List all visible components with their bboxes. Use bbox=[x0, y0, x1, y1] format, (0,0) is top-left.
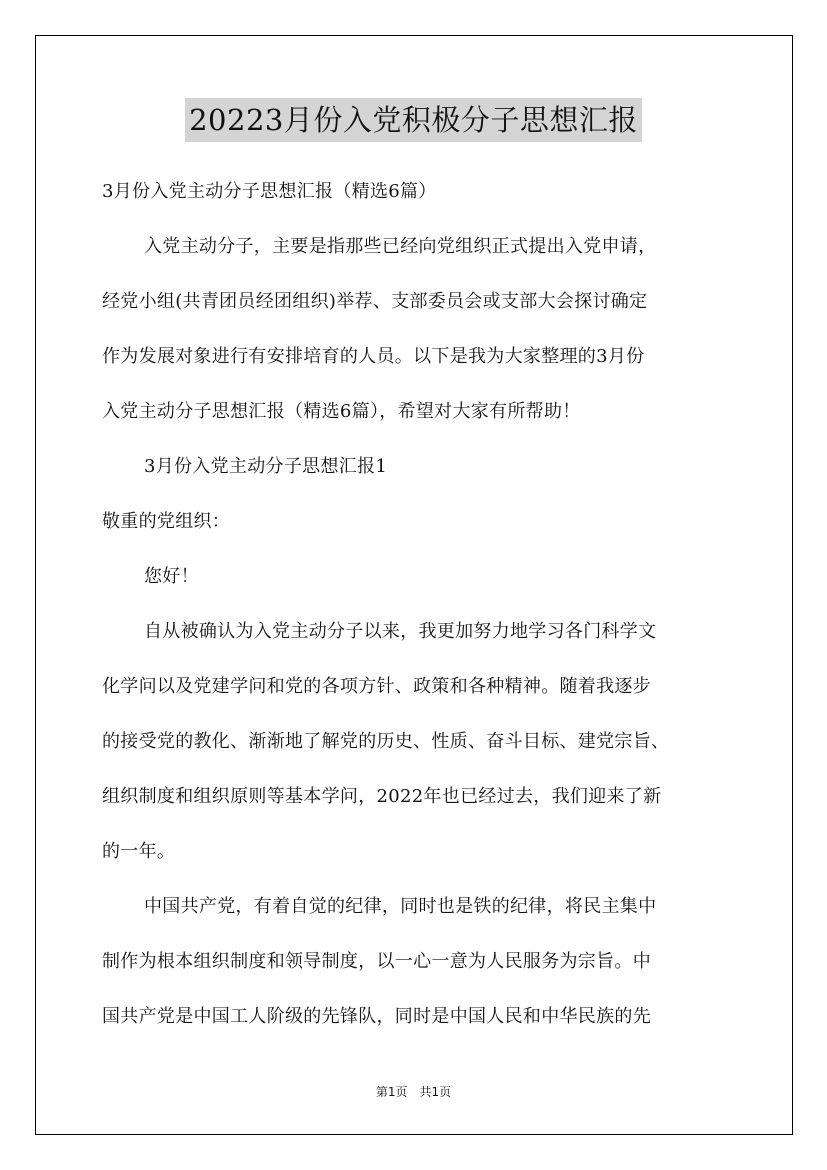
page-number-label: 第1页 共1页 bbox=[375, 1085, 452, 1099]
paragraph-line: 组织制度和组织原则等基本学问，2022年也已经过去，我们迎来了新 bbox=[102, 786, 662, 807]
document-body bbox=[102, 164, 742, 1044]
greeting: 您好！ bbox=[144, 566, 199, 587]
subtitle: 3月份入党主动分子思想汇报（精选6篇） bbox=[102, 181, 437, 202]
section-heading: 3月份入党主动分子思想汇报1 bbox=[144, 456, 388, 477]
intro-line: 入党主动分子，主要是指那些已经向党组织正式提出入党申请， bbox=[144, 236, 657, 257]
paragraph-line: 的一年。 bbox=[102, 841, 176, 862]
paragraph-line: 的接受党的教化、渐渐地了解党的历史、性质、奋斗目标、建党宗旨、 bbox=[102, 731, 670, 752]
intro-line: 入党主动分子思想汇报（精选6篇），希望对大家有所帮助！ bbox=[102, 401, 581, 422]
page-footer bbox=[0, 1083, 827, 1100]
title-wrap bbox=[0, 98, 827, 142]
intro-line: 经党小组(共青团员经团组织)举荐、支部委员会或支部大会探讨确定 bbox=[102, 291, 648, 312]
paragraph-line: 中国共产党，有着自觉的纪律，同时也是铁的纪律，将民主集中 bbox=[144, 896, 657, 917]
document-title: 20223月份入党积极分子思想汇报 bbox=[185, 98, 642, 142]
salutation: 敬重的党组织： bbox=[102, 511, 231, 532]
intro-line: 作为发展对象进行有安排培育的人员。以下是我为大家整理的3月份 bbox=[102, 346, 645, 367]
paragraph-line: 制作为根本组织制度和领导制度，以一心一意为人民服务为宗旨。中 bbox=[102, 951, 651, 972]
paragraph-line: 国共产党是中国工人阶级的先锋队，同时是中国人民和中华民族的先 bbox=[102, 1006, 651, 1027]
paragraph-line: 化学问以及党建学问和党的各项方针、政策和各种精神。随着我逐步 bbox=[102, 676, 651, 697]
paragraph-line: 自从被确认为入党主动分子以来，我更加努力地学习各门科学文 bbox=[144, 621, 657, 642]
